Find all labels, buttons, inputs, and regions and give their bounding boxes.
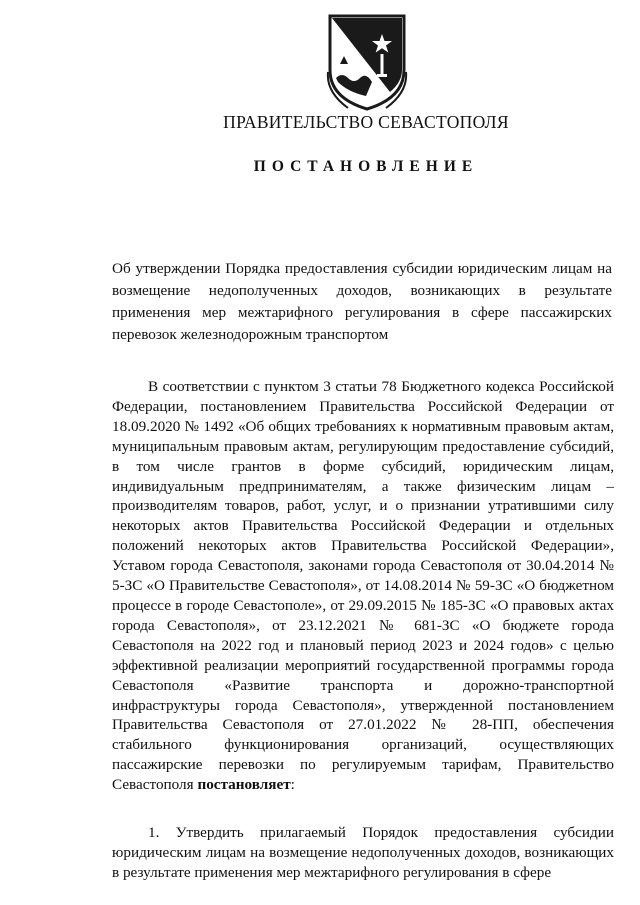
list-item: 1. Утвердить прилагаемый Порядок предоставления субсидии юридическим лицам на возмещение недополученных доходов, возникающих в результате применения мер межтарифного регулирования в сфере — [112, 824, 614, 881]
document-title: Об утверждении Порядка предоставления субсидии юридическим лицам на возмещение недополученных доходов, возникающих в результате применения мер межтарифного регулирования в сфере пассажирских перевозок железнодорожным транспортом — [112, 260, 612, 343]
document-type-heading: ПОСТАНОВЛЕНИЕ — [253, 158, 479, 175]
decision-word: постановляет — [197, 776, 291, 794]
document-body — [112, 377, 614, 883]
preamble-paragraph — [112, 377, 614, 795]
sevastopol-coat-of-arms-icon — [326, 12, 408, 112]
organization-name: ПРАВИТЕЛЬСТВО СЕВАСТОПОЛЯ — [223, 112, 509, 132]
decision-tail: : — [290, 776, 295, 794]
preamble-text: В соответствии с пунктом 3 статьи 78 Бюджетного кодекса Российской Федерации, постановлением Правительства Российской Федерации от 18.09.2020 № 1492 «Об общих требованиях к нормативным правовым актам, муниципальным правовым актам, регулирующим предоставление субсидий, в том числе грантов в форме субсидий, юридическим лицам, индивидуальным предпринимателям, а также физическим лицам – производителям товаров, работ, услуг, и о признании утратившими силу некоторых актов Правительства Российской Федерации и отдельных положений некоторых актов Правительства Российской Федерации», Уставом города Севастополя, законами города Севастополя от 30.04.2014 № 5-ЗС «О Правительстве Севастополя», от 14.08.2014 № 59-ЗС «О бюджетном процессе в городе Севастополе», от 29.09.2015 № 185-ЗС «О правовых актах города Севастополя», от 23.12.2021 № 681-ЗС «О бюджете города Севастополя на 2022 год и плановый период 2023 и 2024 годов» с целью эффективной реализации мероприятий государственной программы города Севастополя «Развитие транспорта и дорожно-транспортной инфраструктуры города Севастополя», утвержденной постановлением Правительства Севастополя от 27.01.2022 № 28-ПП, обеспечения стабильного функционирования организаций, осуществляющих пассажирские перевозки по регулируемым тарифам, Правительство Севастополя — [112, 378, 614, 794]
